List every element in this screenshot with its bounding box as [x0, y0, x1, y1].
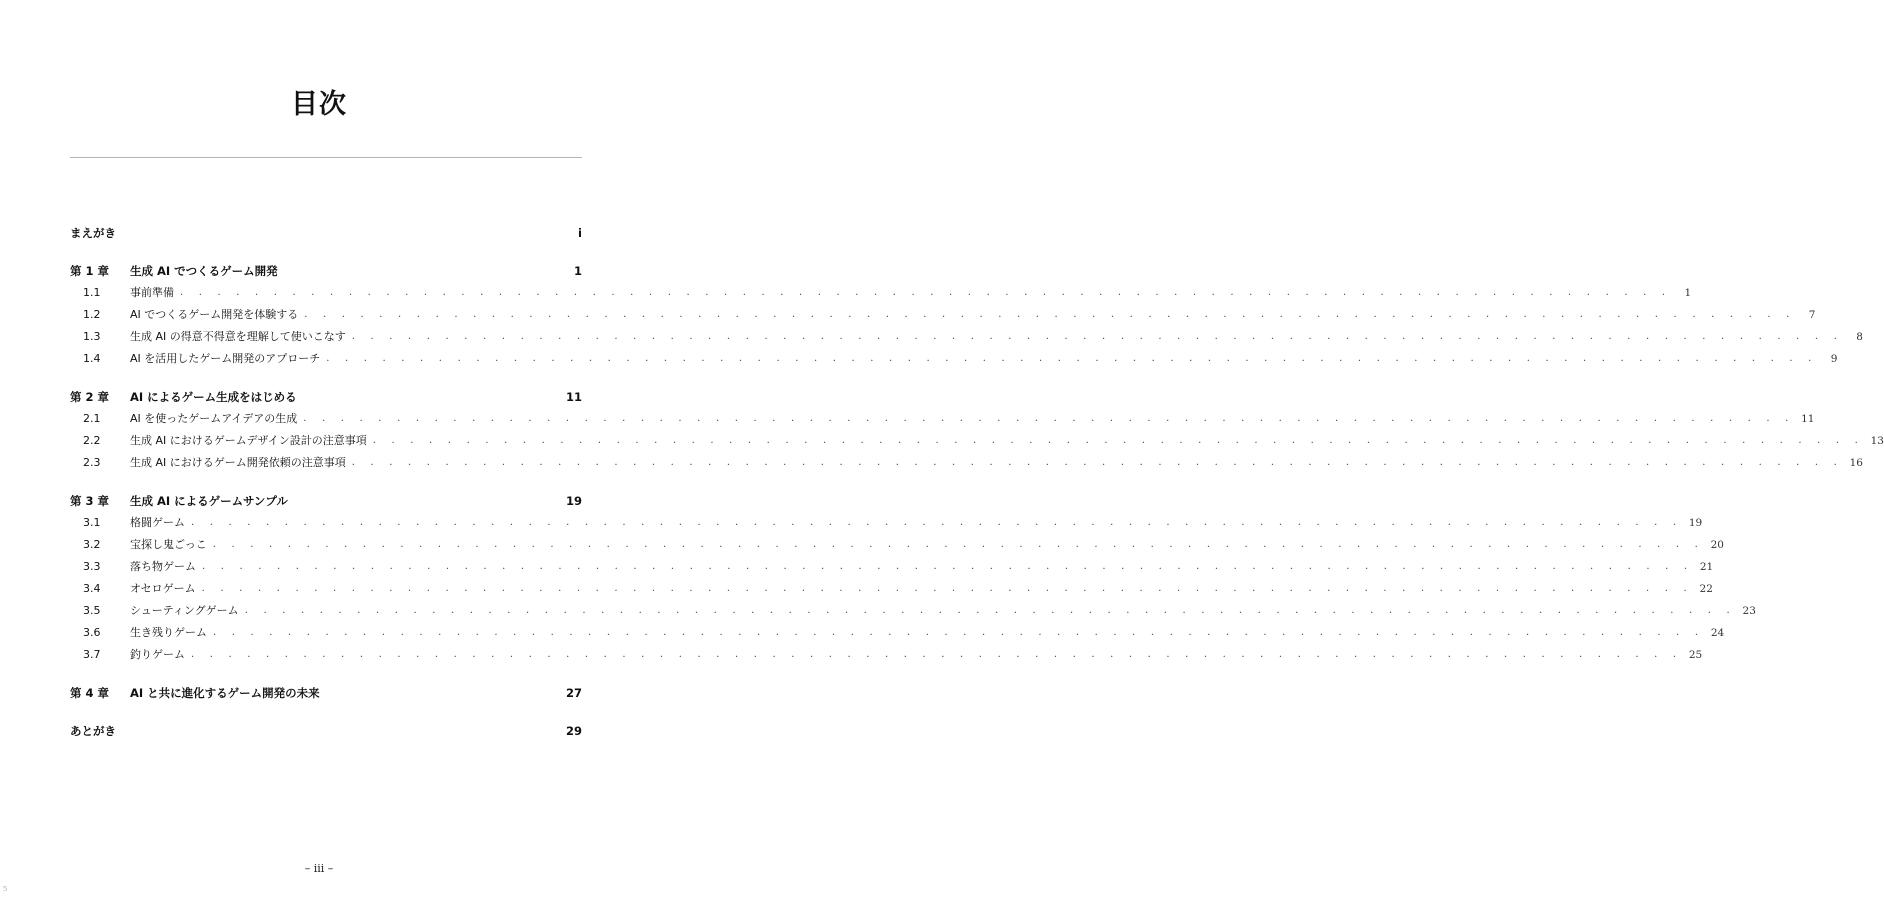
toc-section-entry[interactable] — [70, 622, 1725, 644]
page-number: 29 — [565, 724, 582, 738]
toc-section-entry[interactable] — [70, 348, 1838, 370]
entry-title: 生成 AI によるゲームサンプル — [130, 494, 288, 508]
toc-section-entry[interactable] — [70, 512, 1703, 534]
entry-title: シューティングゲーム — [130, 604, 239, 617]
section-number: 1.1 — [83, 286, 101, 299]
page-title: 目次 — [291, 89, 347, 120]
page-number: 19 — [1688, 517, 1703, 529]
dot-leader: . . . . . . . . . . . . . . . . . . . . . . . . . . . . . . . . . . . . . . . . . . . . . . . . . . . . . . . . . . . . . . . . . . . . . . . . . . . . . . . . — [351, 457, 1843, 468]
chapter-number: 第 3 章 — [70, 494, 110, 508]
toc-section-entry[interactable] — [70, 578, 1713, 600]
dot-leader: . . . . . . . . . . . . . . . . . . . . . . . . . . . . . . . . . . . . . . . . . . . . . . . . . . . . . . . . . . . . . . . . . . . . . . . . . . . . . . . . — [191, 649, 1683, 660]
page-number: 25 — [1688, 649, 1703, 661]
chapter-number: 第 1 章 — [70, 264, 110, 278]
toc-section-entry[interactable] — [70, 534, 1724, 556]
toc-front-entry[interactable] — [70, 222, 582, 244]
entry-title: 事前準備 — [130, 286, 174, 299]
page-number: 1 — [1684, 287, 1692, 299]
dot-leader: . . . . . . . . . . . . . . . . . . . . . . . . . . . . . . . . . . . . . . . . . . . . . . . . . . . . . . . . . . . . . . . . . . . . . . . . . . . . . . . . — [244, 605, 1736, 616]
toc-section-entry[interactable] — [70, 304, 1816, 326]
section-number: 3.7 — [83, 648, 101, 661]
section-number: 1.4 — [83, 352, 101, 365]
toc-section-entry[interactable] — [70, 326, 1863, 348]
dot-leader: . . . . . . . . . . . . . . . . . . . . . . . . . . . . . . . . . . . . . . . . . . . . . . . . . . . . . . . . . . . . . . . . . . . . . . . . . . . . . . . . — [326, 353, 1818, 364]
page-number: 24 — [1710, 627, 1725, 639]
dot-leader: . . . . . . . . . . . . . . . . . . . . . . . . . . . . . . . . . . . . . . . . . . . . . . . . . . . . . . . . . . . . . . . . . . . . . . . . . . . . . . . . — [212, 539, 1704, 550]
page-number: 16 — [1849, 457, 1863, 469]
page-number: 1 — [573, 264, 582, 278]
section-number: 3.1 — [83, 516, 101, 529]
entry-title: 格闘ゲーム — [130, 516, 185, 529]
section-number: 3.5 — [83, 604, 101, 617]
entry-title: AI を活用したゲーム開発のアプローチ — [130, 352, 321, 365]
toc-section-entry[interactable] — [70, 430, 1884, 452]
section-number: 2.3 — [83, 456, 101, 469]
toc-section-entry[interactable] — [70, 644, 1703, 666]
page-number: 22 — [1699, 583, 1713, 595]
section-number: 2.2 — [83, 434, 101, 447]
section-number: 2.1 — [83, 412, 101, 425]
section-number: 1.2 — [83, 308, 101, 321]
section-number: 3.4 — [83, 582, 101, 595]
toc-chapter-entry[interactable] — [70, 386, 582, 408]
toc-chapter-entry[interactable] — [70, 490, 582, 512]
dot-leader: . . . . . . . . . . . . . . . . . . . . . . . . . . . . . . . . . . . . . . . . . . . . . . . . . . . . . . . . . . . . . . . . . . . . . . . . . . . . . . . . — [180, 287, 1672, 298]
toc-section-entry[interactable] — [70, 556, 1714, 578]
title-divider — [70, 157, 582, 158]
entry-title: 釣りゲーム — [130, 648, 185, 661]
table-of-contents — [70, 222, 1884, 742]
page-number: 13 — [1870, 435, 1884, 447]
dot-leader: . . . . . . . . . . . . . . . . . . . . . . . . . . . . . . . . . . . . . . . . . . . . . . . . . . . . . . . . . . . . . . . . . . . . . . . . . . . . . . . . — [303, 413, 1795, 424]
page-number: 9 — [1830, 353, 1838, 365]
page-number: 20 — [1710, 539, 1724, 551]
entry-title: 生成 AI におけるゲームデザイン設計の注意事項 — [130, 434, 367, 447]
page-number: 19 — [565, 494, 582, 508]
section-number: 1.3 — [83, 330, 101, 343]
entry-title: AI と共に進化するゲーム開発の未来 — [130, 686, 320, 700]
entry-title: AI でつくるゲーム開発を体験する — [130, 308, 299, 321]
dot-leader: . . . . . . . . . . . . . . . . . . . . . . . . . . . . . . . . . . . . . . . . . . . . . . . . . . . . . . . . . . . . . . . . . . . . . . . . . . . . . . . . — [351, 331, 1843, 342]
entry-title: 宝探し鬼ごっこ — [130, 538, 207, 551]
entry-title: AI によるゲーム生成をはじめる — [130, 390, 297, 404]
page-footer-number: – iii – — [304, 862, 334, 875]
entry-title: 落ち物ゲーム — [130, 560, 196, 573]
toc-chapter-entry[interactable] — [70, 682, 582, 704]
entry-title: 生成 AI でつくるゲーム開発 — [130, 264, 278, 278]
entry-title: AI を使ったゲームアイデアの生成 — [130, 412, 298, 425]
page-number: 27 — [565, 686, 582, 700]
entry-title: 生成 AI の得意不得意を理解して使いこなす — [130, 330, 346, 343]
dot-leader: . . . . . . . . . . . . . . . . . . . . . . . . . . . . . . . . . . . . . . . . . . . . . . . . . . . . . . . . . . . . . . . . . . . . . . . . . . . . . . . . — [213, 627, 1705, 638]
toc-section-entry[interactable] — [70, 408, 1815, 430]
page-number: i — [578, 226, 582, 240]
page-number: 11 — [1801, 413, 1815, 425]
section-number: 3.2 — [83, 538, 101, 551]
page-number: 7 — [1808, 309, 1816, 321]
toc-chapter-entry[interactable] — [70, 260, 582, 282]
dot-leader: . . . . . . . . . . . . . . . . . . . . . . . . . . . . . . . . . . . . . . . . . . . . . . . . . . . . . . . . . . . . . . . . . . . . . . . . . . . . . . . . — [201, 583, 1693, 594]
entry-title: まえがき — [70, 226, 116, 240]
toc-section-entry[interactable] — [70, 452, 1863, 474]
section-number: 3.3 — [83, 560, 101, 573]
dot-leader: . . . . . . . . . . . . . . . . . . . . . . . . . . . . . . . . . . . . . . . . . . . . . . . . . . . . . . . . . . . . . . . . . . . . . . . . . . . . . . . . — [202, 561, 1694, 572]
chapter-number: 第 2 章 — [70, 390, 110, 404]
page-number: 8 — [1856, 331, 1863, 343]
toc-section-entry[interactable] — [70, 600, 1756, 622]
corner-mark: 5 — [3, 885, 8, 893]
entry-title: オセロゲーム — [130, 582, 196, 595]
toc-section-entry[interactable] — [70, 282, 1692, 304]
entry-title: あとがき — [70, 724, 116, 738]
page-number: 11 — [565, 390, 582, 404]
page-number: 21 — [1699, 561, 1714, 573]
chapter-number: 第 4 章 — [70, 686, 110, 700]
section-number: 3.6 — [83, 626, 101, 639]
dot-leader: . . . . . . . . . . . . . . . . . . . . . . . . . . . . . . . . . . . . . . . . . . . . . . . . . . . . . . . . . . . . . . . . . . . . . . . . . . . . . . . . — [304, 309, 1796, 320]
dot-leader: . . . . . . . . . . . . . . . . . . . . . . . . . . . . . . . . . . . . . . . . . . . . . . . . . . . . . . . . . . . . . . . . . . . . . . . . . . . . . . . . — [191, 517, 1683, 528]
entry-title: 生き残りゲーム — [130, 626, 207, 639]
toc-front-entry[interactable] — [70, 720, 582, 742]
page-number: 23 — [1742, 605, 1756, 617]
entry-title: 生成 AI におけるゲーム開発依頼の注意事項 — [130, 456, 346, 469]
dot-leader: . . . . . . . . . . . . . . . . . . . . . . . . . . . . . . . . . . . . . . . . . . . . . . . . . . . . . . . . . . . . . . . . . . . . . . . . . . . . . . . . — [372, 435, 1864, 446]
